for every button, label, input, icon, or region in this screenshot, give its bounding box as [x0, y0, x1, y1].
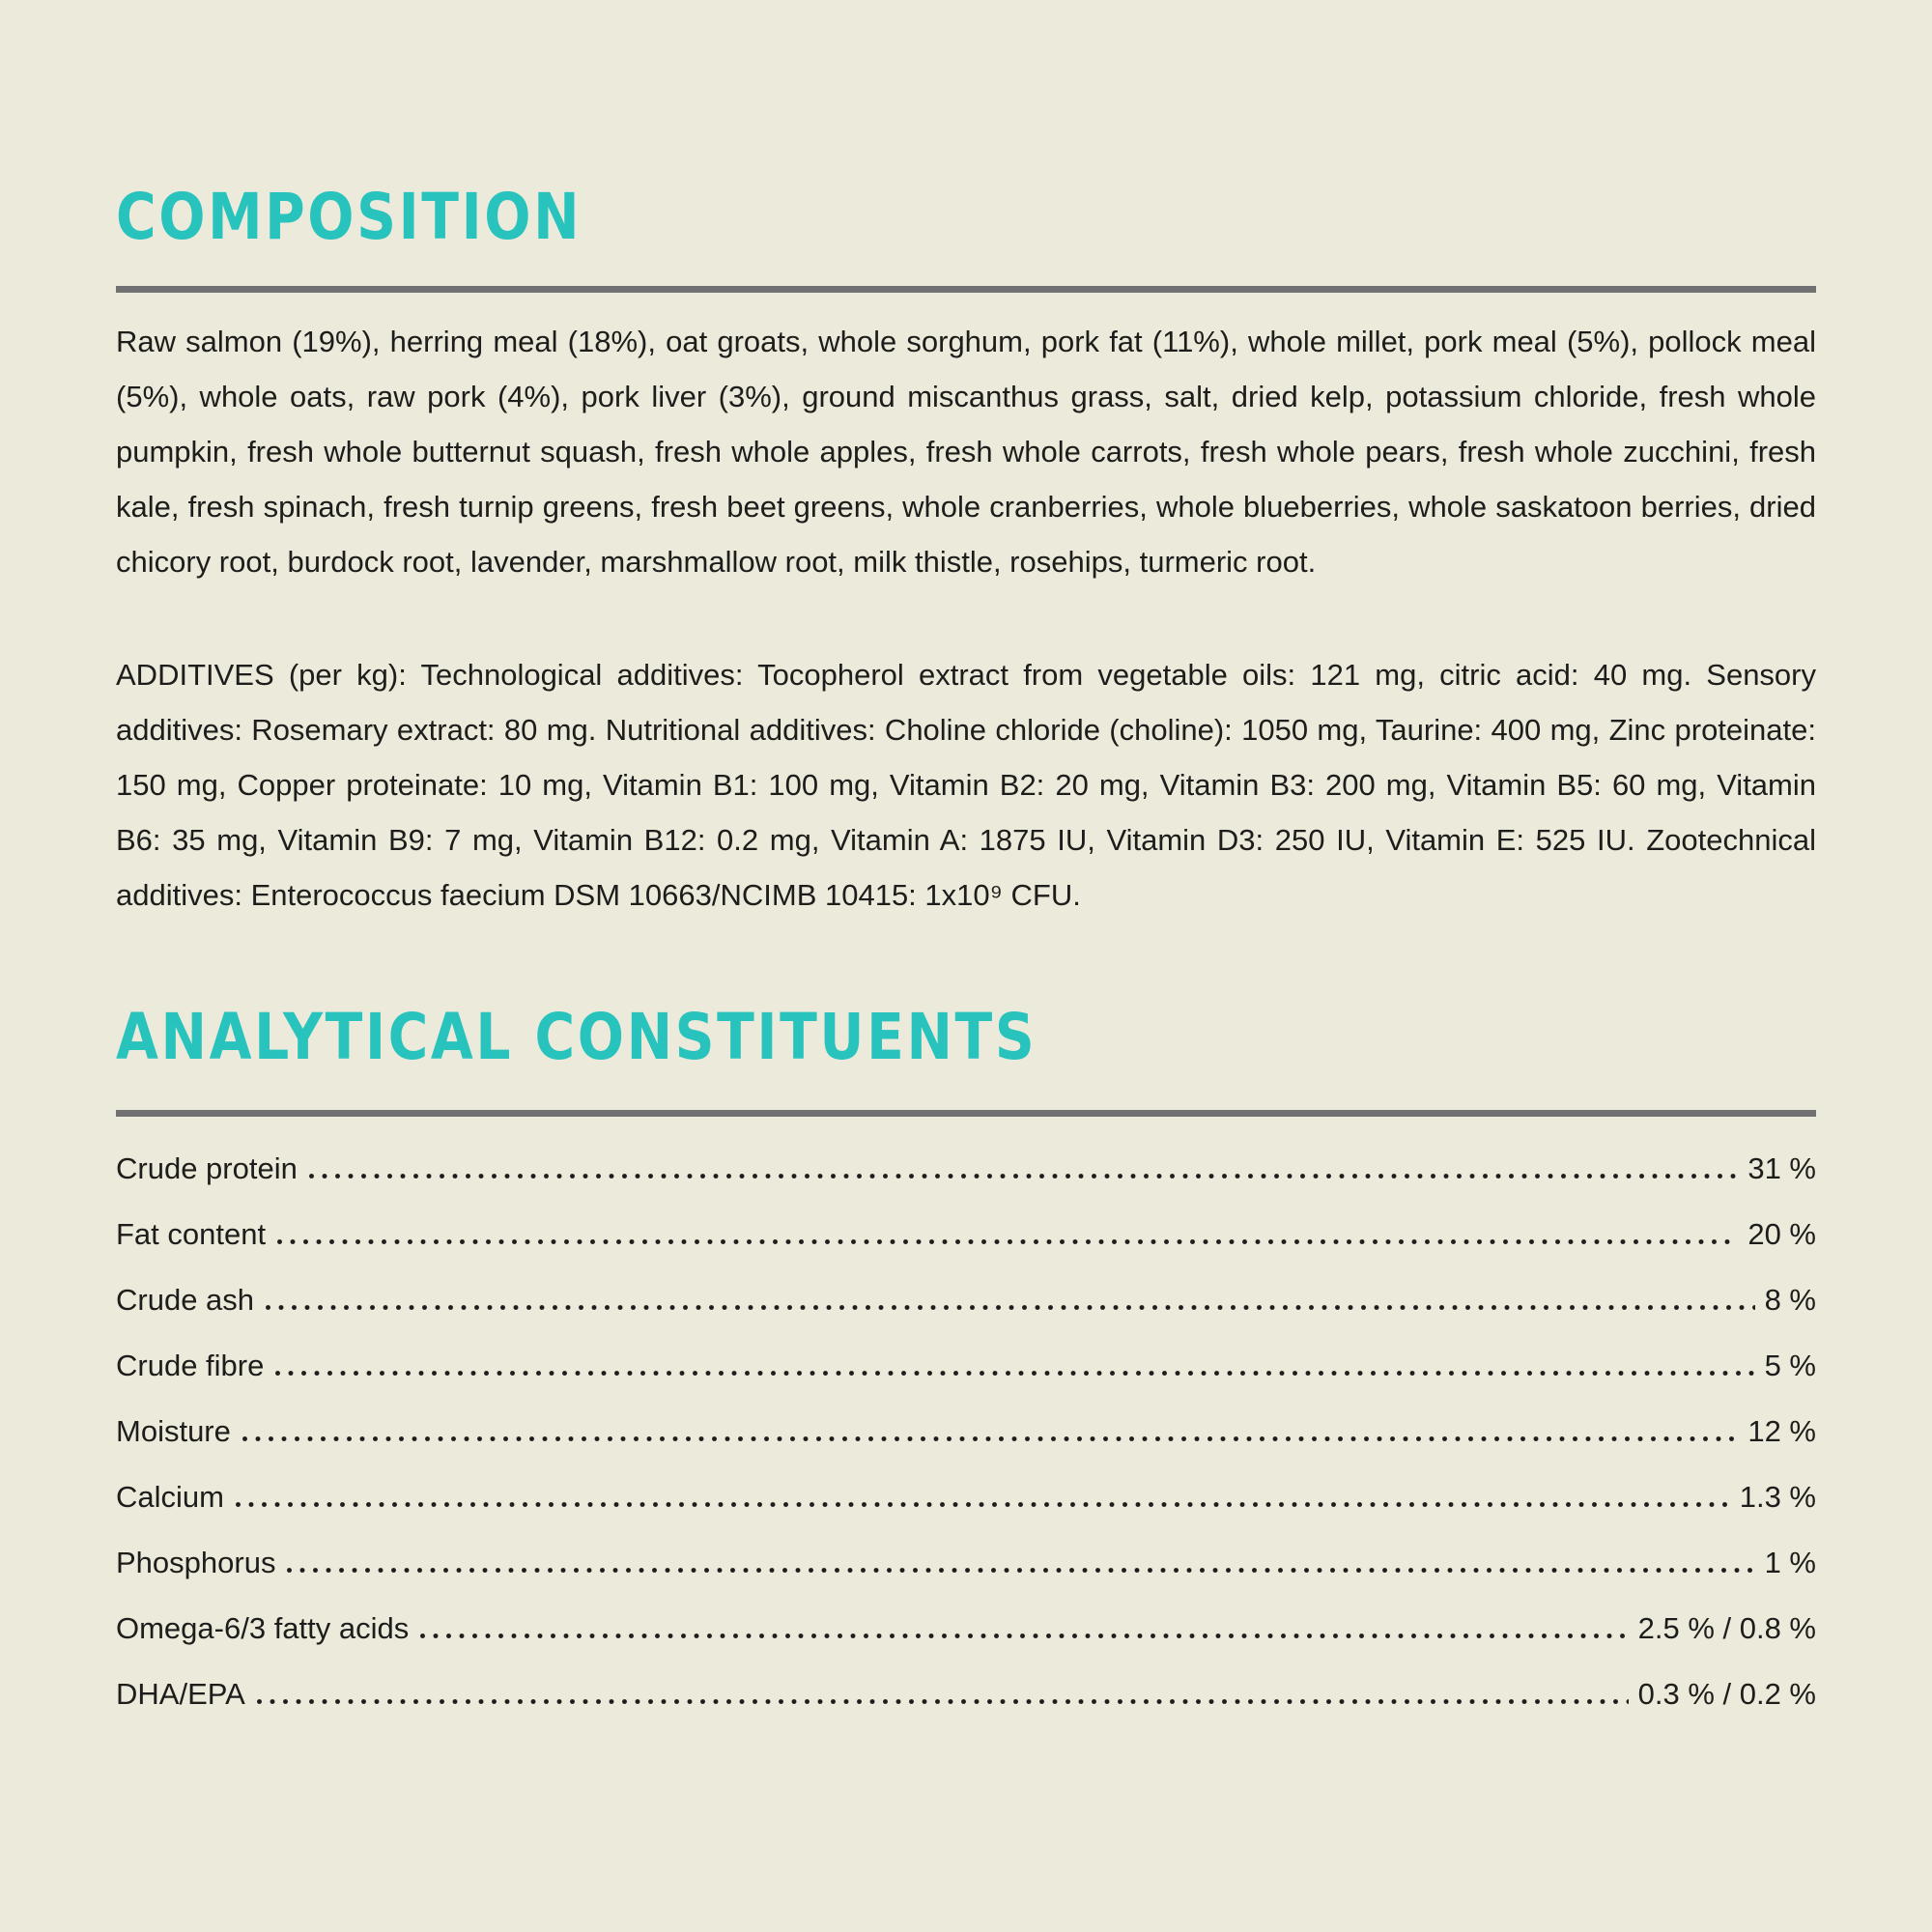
table-row	[116, 1267, 1816, 1333]
constituent-value: 12 %	[1747, 1414, 1816, 1448]
constituent-label: Crude fibre	[116, 1349, 265, 1382]
table-row	[116, 1464, 1816, 1530]
constituent-label: Phosphorus	[116, 1546, 276, 1579]
constituent-value: 8 %	[1764, 1283, 1816, 1317]
constituent-value: 0.3 % / 0.2 %	[1637, 1677, 1816, 1711]
dot-leader	[420, 1634, 1628, 1638]
constituent-value: 5 %	[1764, 1349, 1816, 1382]
constituent-label: Fat content	[116, 1217, 267, 1251]
constituent-label: Crude ash	[116, 1283, 255, 1317]
constituent-label: DHA/EPA	[116, 1677, 245, 1711]
table-row	[116, 1202, 1816, 1267]
table-row	[116, 1596, 1816, 1662]
dot-leader	[309, 1174, 1738, 1179]
dot-leader	[275, 1371, 1754, 1376]
constituent-label: Omega-6/3 fatty acids	[116, 1611, 410, 1645]
constituent-value: 31 %	[1747, 1151, 1816, 1185]
dot-leader	[257, 1699, 1629, 1704]
dot-leader	[236, 1502, 1730, 1507]
dot-leader	[266, 1305, 1755, 1310]
constituent-label: Moisture	[116, 1414, 231, 1448]
table-row	[116, 1136, 1816, 1202]
composition-divider	[116, 286, 1816, 293]
constituent-value: 2.5 % / 0.8 %	[1637, 1611, 1816, 1645]
constituent-value: 1.3 %	[1739, 1480, 1816, 1514]
table-row	[116, 1399, 1816, 1464]
composition-section	[116, 180, 1816, 923]
constituent-value: 20 %	[1747, 1217, 1816, 1251]
additives-paragraph: ADDITIVES (per kg): Technological additives: Tocopherol extract from vegetable oils: 121 mg, citric acid: 40 mg. Sensory additives: Rosemary extract: 80 mg. Nutritional additives: Choline chloride (choline): 1050 mg, Taurine: 400 mg, Zinc proteinate: 150 mg, Copper proteinate: 10 mg, Vitamin B1: 100 mg, Vitamin B2: 20 mg, Vitamin B3: 200 mg, Vitamin B5: 60 mg, Vitamin B6: 35 mg, Vitamin B9: 7 mg, Vitamin B12: 0.2 mg, Vitamin A: 1875 IU, Vitamin D3: 250 IU, Vitamin E: 525 IU. Zootechnical additives: Enterococcus faecium DSM 10663/NCIMB 10415: 1x10⁹ CFU.	[116, 658, 1816, 912]
table-row	[116, 1333, 1816, 1399]
dot-leader	[287, 1568, 1754, 1573]
analytical-constituents-title: ANALYTICAL CONSTITUENTS	[116, 1000, 1037, 1074]
table-row	[116, 1662, 1816, 1727]
ingredients-paragraph: Raw salmon (19%), herring meal (18%), oat groats, whole sorghum, pork fat (11%), whole millet, pork meal (5%), pollock meal (5%), whole oats, raw pork (4%), pork liver (3%), ground miscanthus grass, salt, dried kelp, potassium chloride, fresh whole pumpkin, fresh whole butternut squash, fresh whole apples, fresh whole carrots, fresh whole pears, fresh whole zucchini, fresh kale, fresh spinach, fresh turnip greens, fresh beet greens, whole cranberries, whole blueberries, whole saskatoon berries, dried chicory root, burdock root, lavender, marshmallow root, milk thistle, rosehips, turmeric root.	[116, 325, 1816, 579]
dot-leader	[277, 1239, 1738, 1244]
analytical-constituents-section	[116, 1000, 1816, 1727]
table-row	[116, 1530, 1816, 1596]
constituent-value: 1 %	[1764, 1546, 1816, 1579]
constituents-table	[116, 1136, 1816, 1727]
composition-title: COMPOSITION	[116, 180, 582, 254]
analytical-divider	[116, 1110, 1816, 1117]
constituent-label: Crude protein	[116, 1151, 298, 1185]
constituent-label: Calcium	[116, 1480, 224, 1514]
dot-leader	[242, 1436, 1738, 1441]
